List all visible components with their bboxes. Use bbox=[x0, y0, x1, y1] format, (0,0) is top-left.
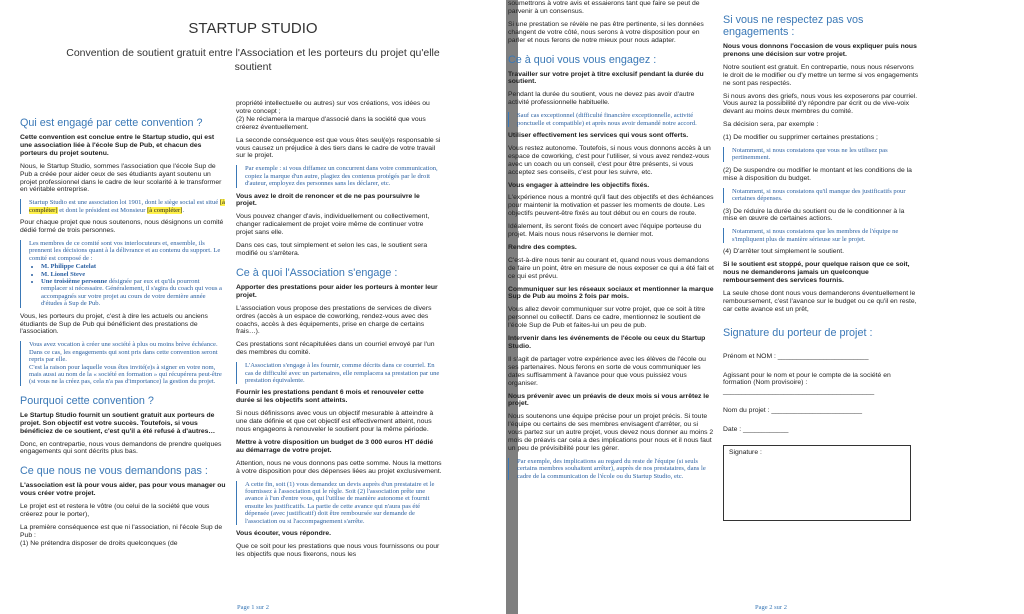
paragraph: Nous vous donnons l'occasion de vous expliquer puis nous prenons une décision sur votre projet. bbox=[723, 43, 917, 58]
paragraph: C'est-à-dire nous tenir au courant et, quand nous vous demandons de faire un point, être en mesure de nous exposer ce qui a été fait et ce qui est prévu. bbox=[508, 256, 714, 280]
document-title: STARTUP STUDIO bbox=[188, 20, 318, 37]
note-block: Notamment, si nous constatons que vous ne les utilisez pas pertinemment. bbox=[723, 147, 919, 162]
paragraph: propriété intellectuelle ou autres) sur vos créations, vos idées ou votre concept ; bbox=[236, 100, 430, 115]
signature-box[interactable] bbox=[723, 445, 911, 521]
list-item-bold: Une troisième personne bbox=[41, 278, 108, 285]
paragraph: Idéalement, ils seront fixés de concert avec l'équipe porteuse du projet. Mais nous nous réservons le dernier mot. bbox=[508, 223, 702, 239]
paragraph: Apporter des prestations pour aider les porteurs à monter leur projet. bbox=[236, 283, 438, 299]
paragraph: Vous avez le droit de renoncer et de ne pas poursuivre le projet. bbox=[236, 192, 420, 208]
note-block bbox=[20, 240, 226, 308]
heading-demandons: Ce que nous ne vous demandons pas : bbox=[20, 465, 208, 478]
paragraph: Ces prestations sont récapitulées dans un courriel envoyé par l'un des membres du comité. bbox=[236, 341, 435, 357]
paragraph: Utiliser effectivement les services qui vous sont offerts. bbox=[508, 131, 689, 139]
page2-column-right bbox=[723, 14, 919, 521]
paragraph: Attention, nous ne vous donnons pas cette somme. Nous la mettons à votre disposition pour des dépenses liées au projet exclusivement. bbox=[236, 459, 442, 475]
name-field[interactable]: Prénom et NOM : ________________________ bbox=[723, 353, 869, 361]
list-item-text: désignée par eux et qu'ils pourront remplacer si nécessaire. Généralement, il s'agira du coach qui vous a accompagnés sur votre projet au cours de votre dernière année d'études à Sup de Pub. bbox=[41, 278, 222, 308]
list-item bbox=[41, 278, 226, 308]
page-footer: Page 2 sur 2 bbox=[755, 604, 787, 611]
paragraph: Si nous définissons avec vous un objectif mesurable à atteindre à une date définie et que cet objectif est effectivement atteint, nous nous engageons à renouveler le soutient pour la même période. bbox=[236, 410, 434, 433]
paragraph: Dans ces cas, tout simplement et selon les cas, le soutient sera modifié ou s'arrêtera. bbox=[236, 242, 428, 257]
page-1 bbox=[0, 0, 506, 614]
paragraph: La seule chose dont nous vous demanderons éventuellement le remboursement, c'est l'avance sur le budget ou ce qu'il en reste, car cette avance est un prêt, bbox=[723, 289, 917, 313]
note-block: L'Association s'engage à les fournir, comme décrits dans ce courriel. En cas de difficulté avec un partenaires, elle remplacera sa prestation par une prestation équivalente. bbox=[236, 362, 442, 384]
paragraph: Nous, le Startup Studio, sommes l'association que l'école Sup de Pub a créée pour aider ceux de ses étudiants ayant soutenu un projet professionnel dans le cadre de leur scolarité à le transformer en véritable entreprise. bbox=[20, 162, 222, 194]
paragraph: Nous prévenir avec un préavis de deux mois si vous arrêtez le projet. bbox=[508, 392, 709, 408]
note-block: A cette fin, soit (1) vous demandez un devis auprès d'un prestataire et le fournissez à l'association qui le règle. Soit (2) l'association prête une avance à l'un d'entre vous, qui l'utilise de manière autonome et fournit ensuite les justificatifs. La partie de cette avance qui n'aura pas été dépensée (avec justificatif) doit être remboursée sur demande de l'association ou si l'accompagnement s'arrête. bbox=[236, 481, 442, 525]
paragraph: Pendant la durée du soutient, vous ne devez pas avoir d'autre activité professionnelle habituelle. bbox=[508, 91, 695, 107]
heading-pourquoi: Pourquoi cette convention ? bbox=[20, 394, 154, 407]
paragraph: (2) Ne réclamera la marque d'associé dans la société que vous créerez éventuellement. bbox=[236, 115, 426, 131]
paragraph: Vous engager à atteindre les objectifs fixés. bbox=[508, 181, 650, 189]
paragraph: L'association vous propose des prestations de services de divers ordres (accès à un espace de coworking, rendez-vous avec des coachs, accès à des équipements, prise en charge de certains frais…). bbox=[236, 304, 432, 336]
note-block: Sauf cas exceptionnel (difficulté financière exceptionnelle, activité ponctuelle et compatible) et après nous avoir demandé notre accord. bbox=[508, 112, 714, 127]
paragraph: Si une prestation se révèle ne pas être pertinente, si les données changent de votre côté, nous serons à votre disposition pour en parler et nous ferons de notre mieux pour nous adapter. bbox=[508, 20, 704, 44]
paragraph: soumettrons à votre avis et essaierons tant que faire se peut de parvenir à un consensus. bbox=[508, 0, 700, 15]
note-text: C'est la raison pour laquelle vous êtes invité(e)s à signer en votre nom, mais aussi au nom de la « société en formation » qui récupérera peut-être (si vous ne la créez pas, cela n'a pas d'importance) la gestion du projet. bbox=[29, 363, 222, 386]
paragraph: Si nous avons des griefs, nous vous les exposerons par courriel. Vous aurez la possibilité d'y répondre par écrit ou de vive-voix devant au moins deux membres du comité. bbox=[723, 92, 918, 116]
note-text: Startup Studio est une association loi 1901, dont le siège social est situé bbox=[29, 199, 220, 207]
paragraph: (2) De suspendre ou modifier le montant et les conditions de la mise à disposition du budget. bbox=[723, 166, 912, 182]
paragraph: Si le soutient est stoppé, pour quelque raison que ce soit, nous ne demanderons jamais un quelconque remboursement des services fournis. bbox=[723, 261, 910, 284]
paragraph: Donc, en contrepartie, nous vous demandons de prendre quelques engagements qui sont décrits plus bas. bbox=[20, 440, 222, 456]
paragraph: Rendre des comptes. bbox=[508, 243, 577, 251]
list-item: • M. Lionel Steve bbox=[41, 271, 226, 278]
note-block: Par exemple : si vous diffamez un concurrent dans votre communication, copiez la marque d'un autre, plagiez des contenus protégés par le droit d'auteur, employez des personnes sans les déclarer, etc. bbox=[236, 165, 442, 187]
page1-column-right bbox=[236, 100, 442, 564]
note-block bbox=[20, 341, 226, 385]
placeholder-highlight[interactable]: [à compléter] bbox=[147, 206, 183, 214]
committee-list bbox=[41, 263, 226, 307]
paragraph: Travailler sur votre projet à titre exclusif pendant la durée du soutient. bbox=[508, 70, 704, 86]
paragraph: Cette convention est conclue entre le Startup studio, qui est une association liée à l'école Sup de Pub, et chacun des porteurs du projet soutenu. bbox=[20, 134, 215, 157]
paragraph: Le projet est et restera le vôtre (ou celui de la société que vous créerez pour le porter), bbox=[20, 503, 210, 519]
heading-signature: Signature du porteur de projet : bbox=[723, 327, 873, 340]
page-2 bbox=[508, 0, 1024, 614]
page2-column-left bbox=[508, 0, 714, 485]
paragraph: L'expérience nous a montré qu'il faut des objectifs et des échéances pour maintenir la motivation et passer les moments de doute. Les objectifs peuvent-être fixés au tout début ou en cours de route. bbox=[508, 194, 714, 218]
paragraph: Le Startup Studio fournit un soutient gratuit aux porteurs de projet. Son objectif est votre succès. Toutefois, si vous bénéficiez de ce soutient, c'est qu'il a été refusé à d'autres… bbox=[20, 411, 216, 435]
signature-label: Signature : bbox=[729, 449, 762, 457]
note-block: Notamment, si nous constatons qu'il manque des justificatifs pour certaines dépenses. bbox=[723, 188, 919, 203]
paragraph: Notre soutient est gratuit. En contrepartie, nous nous réservons le droit de le modifier ou d'y mettre un terme si vos engagements ne sont pas respectés. bbox=[723, 63, 919, 87]
note-block: Par exemple, des implications au regard du reste de l'équipe (si seuls certains membres souhaitent arrêter), auprès de nos prestataires, dans le cadre de la communication de l'école ou du Startup Studio, etc. bbox=[508, 458, 714, 480]
company-field-label: Agissant pour le nom et pour le compte de la société en formation (Nom provisoire) : bbox=[723, 372, 891, 387]
list-item: • M. Philippe Catelat bbox=[41, 263, 226, 270]
paragraph: Nous soutenons une équipe précise pour un projet précis. Si toute l'équipe ou certains de ses membres envisagent d'arrêter, ou si vous partez sur un autre projet, vous devez nous donner au moins 2 mois de préavis car cela a des implications pour nous et il nous faut un peu de prévisibilité pour les gérer. bbox=[508, 413, 714, 452]
paragraph: L'association est là pour vous aider, pas pour vous manager ou vous créer votre projet. bbox=[20, 482, 226, 498]
heading-association: Ce à quoi l'Association s'engage : bbox=[236, 266, 398, 279]
paragraph: La première conséquence est que ni l'association, ni l'école Sup de Pub : bbox=[20, 523, 223, 539]
heading-respect: Si vous ne respectez pas vos engagements : bbox=[723, 14, 864, 38]
document-subtitle: Convention de soutient gratuit entre l'Association et les porteurs du projet qu'elle soutient bbox=[66, 47, 440, 73]
paragraph: Il s'agit de partager votre expérience avec les élèves de l'école ou ses partenaires. Nous ferons en sorte de vous communiquer les dates suffisamment à l'avance pour que vous puissiez vous organiser. bbox=[508, 355, 706, 387]
paragraph: Communiquer sur les réseaux sociaux et mentionner la marque Sup de Pub au moins 2 fois par mois. bbox=[508, 285, 714, 301]
paragraph: Sa décision sera, par exemple : bbox=[723, 121, 819, 129]
paragraph: Vous allez devoir communiquer sur votre projet, que ce soit à titre personnel ou collectif. Dans ce cadre, mentionnez le soutient de l'école Sup de Pub et faites-lui un peu de pub. bbox=[508, 306, 706, 330]
paragraph: (4) D'arrêter tout simplement le soutient. bbox=[723, 248, 845, 256]
heading-qui: Qui est engagé par cette convention ? bbox=[20, 117, 203, 129]
page-footer: Page 1 sur 2 bbox=[237, 604, 269, 611]
paragraph: Fournir les prestations pendant 6 mois et renouveler cette durée si les objectifs sont atteints. bbox=[236, 389, 424, 405]
paragraph: Vous pouvez changer d'avis, individuellement ou collectivement, changer radicalement de projet voire même de continuer votre projet sans elle. bbox=[236, 213, 430, 237]
note-text: Vous avez vocation à créer une société à plus ou moins brève échéance. Dans ce cas, les engagements qui sont pris dans cette convention seront repris par elle. bbox=[29, 341, 218, 364]
note-text: . bbox=[182, 206, 185, 214]
company-field[interactable]: ________________________________________ bbox=[723, 388, 875, 396]
paragraph: (1) De modifier ou supprimer certaines prestations ; bbox=[723, 134, 878, 142]
note-block: Notamment, si nous constatons que les membres de l'équipe ne s'impliquent plus de manière sérieuse sur le projet. bbox=[723, 228, 919, 243]
paragraph: Que ce soit pour les prestations que nous vous fournissons ou pour les objectifs que nous fixerons, nous les bbox=[236, 542, 440, 558]
note-block bbox=[20, 199, 226, 214]
paragraph: (3) De réduire la durée du soutient ou de le conditionner à la mise en œuvre de certaines actions. bbox=[723, 207, 905, 223]
paragraph: La seconde conséquence est que vous êtes seul(e)s responsable si vous causez un préjudice à des tiers dans le cadre de votre travail sur le projet. bbox=[236, 136, 441, 160]
paragraph: (1) Ne prétendra disposer de droits quelconques (de bbox=[20, 539, 178, 547]
heading-vous-engagez: Ce à quoi vous vous engagez : bbox=[508, 53, 657, 66]
date-field[interactable]: Date : ____________ bbox=[723, 426, 789, 434]
note-text: Les membres de ce comité sont vos interlocuteurs et, ensemble, ils prennent les décisions quant à la délivrance et au contenu du support. Le comité est composé de : bbox=[29, 239, 221, 262]
paragraph: Pour chaque projet que nous soutenons, nous désignons un comité dédié formé de trois personnes. bbox=[20, 219, 224, 235]
placeholder-highlight[interactable]: [à compléter] bbox=[29, 199, 225, 214]
note-text: et dont le président est Monsieur bbox=[57, 206, 148, 214]
paragraph: Intervenir dans les événements de l'école ou ceux du Startup Studio. bbox=[508, 335, 706, 350]
paragraph: Vous écouter, vous répondre. bbox=[236, 529, 332, 537]
paragraph: Mettre à votre disposition un budget de 3 000 euros HT dédié au démarrage de votre projet. bbox=[236, 438, 434, 454]
paragraph: Vous restez autonome. Toutefois, si nous vous donnons accès à un espace de coworking, c'est pour l'utiliser, si vous avez rendez-vous avec un coach ou un conseil, c'est pour être présents, si vous acceptez ses conseils, c'est pour les suivre, etc. bbox=[508, 144, 711, 176]
paragraph: Vous, les porteurs du projet, c'est à dire les actuels ou anciens étudiants de Sup de Pub qui bénéficient des prestations de l'association. bbox=[20, 312, 208, 336]
page1-column-left bbox=[20, 108, 226, 553]
project-name-field[interactable]: Nom du projet : ________________________ bbox=[723, 407, 863, 415]
